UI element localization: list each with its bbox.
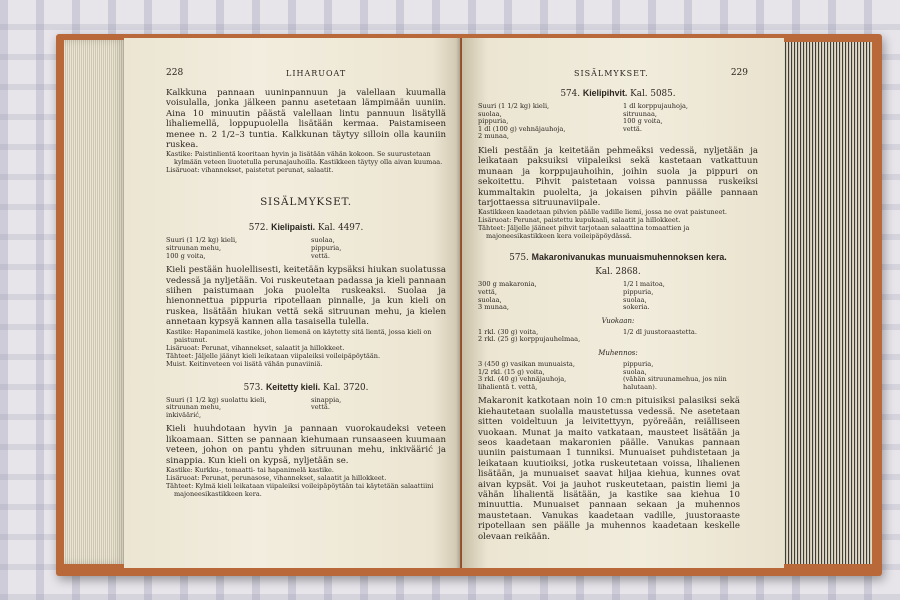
ingredient: pippuria, [478,117,509,126]
recipe-method: Kieli pestään huolellisesti, keitetään kypsäksi hiukan suolatussa vedessä ja nyljetään. Voi ruskeutetaan padassa ja kieli pannaan siihen paistumaan joka puolelta ruskeaksi. Suolaa ja hienonnettua pippuria ripotellaan pinnalle, ja kun kieli on ruskea, lisätään hiukan vettä sekä sitruunan mehu, ja kielen annetaan kypsyä kannen alla tasaisella tulella. [166,265,446,328]
section-title: SISÄLMYKSET. [260,196,352,209]
ingredient: 3 (450 g) vasikan munuaista, [478,359,575,368]
ingredient: suolaa, [623,295,647,304]
recipe-note: Lisäruoat: Perunat, vihannekset, salaatit ja hillokkeet. [166,343,345,352]
ingredients [166,237,446,260]
left-page-edges [64,40,126,564]
ingredient: 1/2 dl juustoraastetta. [623,327,697,336]
ingredient: pippuria, [623,288,654,296]
ingredients [478,281,758,311]
ingredient: 1/2 rkl. (15 g) voita, [478,367,545,376]
ingredient: inkiväärić, [166,410,202,419]
recipe-method: Makaronit katkotaan noin 10 cm:n pituisiksi palasiksi sekä kiehautetaan suolalla maustetussa vedessä. Ne asetetaan sitten voideltuun ja leivitettyyn, pyöreään, reiälliseen vuokaan. Munat ja maito vatkataan, mausteet lisätään ja seos kaadetaan makaronien päälle. Vanukas pannaan uuniin paistumaan 1 tunniksi. Munuaiset puhdistetaan ja leikataan kuutioiksi, jotka ruskeutetaan voissa, lihalienen lisätään, ja munuaiset saavat hiljaa kiehua, kunnes ovat aivan kypsät. Voi ja jauhot ruskeutetaan, paistin liemi ja vähän lihalientä lisätään, ja kastike saa kiehua 10 minuuttia. Munuaiset pannaan sekaan ja muhennos maustetaan. Vanukas kaadetaan vadille, juustoraaste ripotellaan sen päälle ja muhennos kaadetaan keskelle olevaan reikään. [478,396,740,542]
recipe-title [478,252,758,263]
ingredient: lihalientä t. vettä, [478,382,538,391]
intro-note: Kastike: Paistinlientä kooritaan hyvin ja lisätään vähän kokoon. Se suurustetaan kylmään veteen liuotetulla perunajauhoilla. Kastikkeen täytyy olla aivan kuumaa. [166,150,443,167]
intro-paragraph: Kalkkuna pannaan uuninpannuun ja valellaan kuumalla voisulalla, jonka jälkeen pannu asetetaan lämpimään uuniin. Aina 10 minuutin päästä valellaan lintu pannuun lisätyllä lihaliemellä, loppupuolella lisätään kermaa. Paistamiseen menee n. 2 1/2–3 tuntia. Kalkkunan täytyy silloin olla kauniin ruskea. [166,88,446,151]
recipe-note: Tähteet: Jäljelle jääneet pihvit tarjotaan salaattina tomaattien ja majoneesikastikkeen kera voileipäpöydässä. [478,224,690,241]
ingredient: suolaa, [478,295,502,304]
ingredient: sitruunaa, [623,109,657,118]
recipe-note: Muist. Keitinveteen voi lisätä vähän punaviiniä. [166,359,323,368]
recipe-name: Kielipaisti. [271,222,316,233]
recipe-title [166,382,446,393]
right-page-edges [784,42,872,564]
recipe-note: Tähteet: Kylmä kieli leikataan viipaleiksi voileipäpöytään tai käytetään salaattiini majoneesikastikkeen kera. [166,482,434,499]
ingredient: suolaa, [478,109,502,118]
ingredient: 2 munaa, [478,132,509,141]
intro-note: Lisäruoat: vihannekset, paistetut perunat, salaatit. [166,166,334,175]
ingredient: pippuria, [623,359,654,368]
ingredients [166,397,446,420]
ingredient: 1 dl (100 g) vehnäjauhoja, [478,124,566,133]
recipe-note: Lisäruoat: Perunat, paistettu kupukaali, salaatit ja hillokkeet. [478,216,681,225]
ingredient: Suuri (1 1/2 kg) kieli, [166,236,238,245]
recipe-number: 574. [560,89,581,99]
recipe-kcal: Kal. 4497. [317,223,364,234]
ingredient: 3 rkl. (40 g) vehnäjauhoja, [478,375,567,384]
ingredient: (vähän sitruunamehua, jos niin halutaan). [623,375,727,391]
recipe-method: Kieli pestään ja keitetään pehmeäksi vedessä, nyljetään ja leikataan paksuiksi viipaleiksi sekä kastetaan vatkattuun munaan ja korppujauhoihin, joihin suola ja pippuri on sekoitettu. Pihvit paistetaan voissa pannussa ruskeiksi kummaltakin puolelta, ja jokaisen pihvin päälle pannaan tarjottaessa sitruunaviipale. [478,145,758,208]
page-number: 229 [730,68,748,78]
running-head: LIHARUOAT [286,69,347,78]
recipe-note: Kastike: Kurkku-, tomaatti- tai hapanimelä kastike. [166,466,334,475]
recipe-title [478,88,758,99]
ingredients [478,103,758,141]
recipe-title [166,222,446,233]
right-page [462,38,784,568]
ingredient: 100 g voita, [623,117,663,126]
ingredient: 3 munaa, [478,303,509,312]
recipe-note: Lisäruoat: Perunat, perunasose, vihannekset, salaatit ja hillokkeet. [166,474,387,483]
ingredient: 100 g voita, [166,251,206,260]
ingredient: vettä. [623,124,642,133]
ingredient: sitruunan mehu, [166,403,222,412]
recipe-kcal: Kal. 3720. [323,382,369,393]
recipe-name: Makaronivanukas munuaismuhennoksen kera. [531,252,727,263]
ingredient: 2 rkl. (25 g) korppujauhelmaa, [478,335,581,344]
left-page [124,38,460,568]
ingredient: vettä, [478,288,497,296]
ingredient: suolaa, [311,236,335,245]
ingredient: vettä. [311,251,330,260]
recipe-number: 573. [243,382,264,393]
recipe-note: Kastikkeen kaadetaan pihvien päälle vadille liemi, jossa ne ovat paistuneet. [478,208,727,217]
ingredient: 1 dl korppujauhoja, [623,102,689,110]
ingredient: suolaa, [623,367,647,376]
recipe-note: Kastike: Hapanimelä kastike, johon liemenä on käytetty sitä lientä, jossa kieli on paistunut. [166,327,432,344]
recipe-number: 572. [248,223,269,234]
subsection-label: Vuokaan: [601,316,635,325]
recipe-note: Tähteet: Jäljelle jäänyt kieli leikataan viipaleiksi voileipäpöytään. [166,351,381,360]
ingredient: sokeria. [623,303,650,312]
ingredient: vettä. [311,403,330,412]
subsection-label: Muhennos: [598,348,638,357]
ingredients [478,361,758,391]
ingredient: 1/2 l maitoa, [623,280,665,289]
ingredient: 1 rkl. (30 g) voita, [478,327,539,336]
ingredient: Suuri (1 1/2 kg) suolattu kieli, [166,395,267,404]
ingredient: sitruunan mehu, [166,244,222,253]
ingredient: sinappia, [311,395,342,404]
recipe-method: Kieli huuhdotaan hyvin ja pannaan vuorokaudeksi veteen likoamaan. Sitten se pannaan kiehumaan runsaaseen kuumaan veteen, johon on pantu yhden sitruunan mehu, inkiväärić ja sinappia. Kun kieli on kypsä, nyljetään se. [166,424,446,466]
recipe-number: 575. [509,253,529,264]
recipe-name: Keitetty kieli. [265,381,321,392]
ingredient: pippuria, [311,244,342,253]
recipe-kcal: Kal. 5085. [630,89,676,99]
running-head: SISÄLMYKSET. [574,69,649,78]
ingredient: 300 g makaronia, [478,280,537,289]
ingredient: Suuri (1 1/2 kg) kieli, [478,102,550,110]
page-number: 228 [166,68,184,78]
ingredients [478,329,758,344]
recipe-kcal: Kal. 2868. [595,267,641,278]
recipe-name: Kielipihvit. [582,88,628,98]
